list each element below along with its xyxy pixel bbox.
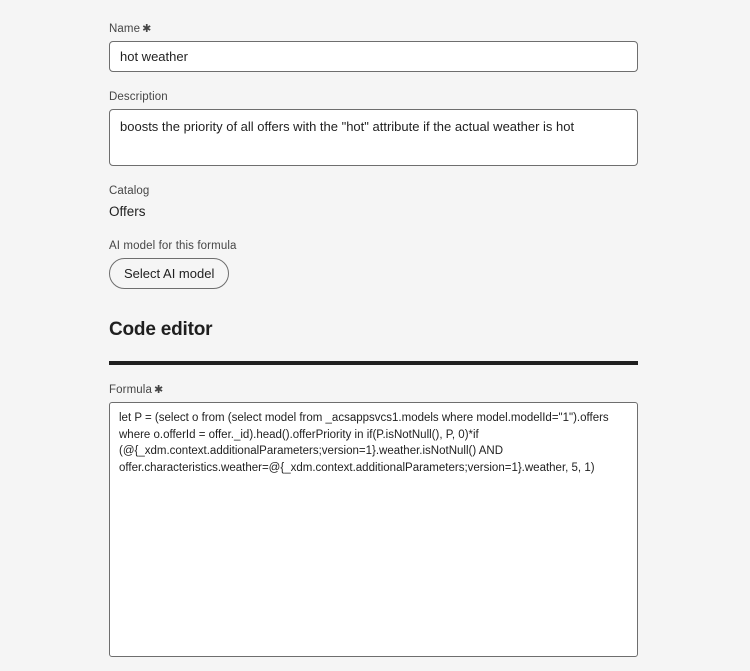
description-label: Description — [109, 91, 168, 103]
formula-required-marker: ✱ — [153, 384, 164, 396]
section-divider — [109, 361, 638, 365]
name-input[interactable] — [109, 41, 638, 72]
select-ai-model-button[interactable]: Select AI model — [109, 258, 229, 289]
ai-model-field-group — [109, 239, 638, 289]
name-label — [109, 22, 638, 36]
name-required-marker: ✱ — [142, 23, 152, 35]
catalog-label: Catalog — [109, 185, 150, 197]
name-field-group — [109, 22, 638, 72]
formula-label-text: Formula — [109, 384, 152, 396]
ai-model-label: AI model for this formula — [109, 240, 237, 252]
formula-field-group — [109, 383, 638, 657]
name-label-text: Name — [109, 23, 141, 35]
formula-code-editor[interactable]: let P = (select o from (select model from _acsappsvcs1.models where model.modelId="1").offers where o.offerId = offer._id).head().offerPriority in if(P.isNotNull(), P, 0)*if (@{_xdm.context.additionalParameters;version=1}.weather.isNotNull() AND offer.characteristics.weather=@{_xdm.context.additionalParameters;version=1}.weather, 5, 1) — [109, 402, 638, 657]
code-editor-title: Code editor — [109, 319, 213, 340]
formula-form — [109, 0, 638, 657]
catalog-value: Offers — [109, 204, 146, 219]
description-textarea[interactable] — [109, 109, 638, 166]
formula-label — [109, 383, 638, 397]
catalog-field-group — [109, 184, 638, 221]
description-field-group — [109, 90, 638, 166]
